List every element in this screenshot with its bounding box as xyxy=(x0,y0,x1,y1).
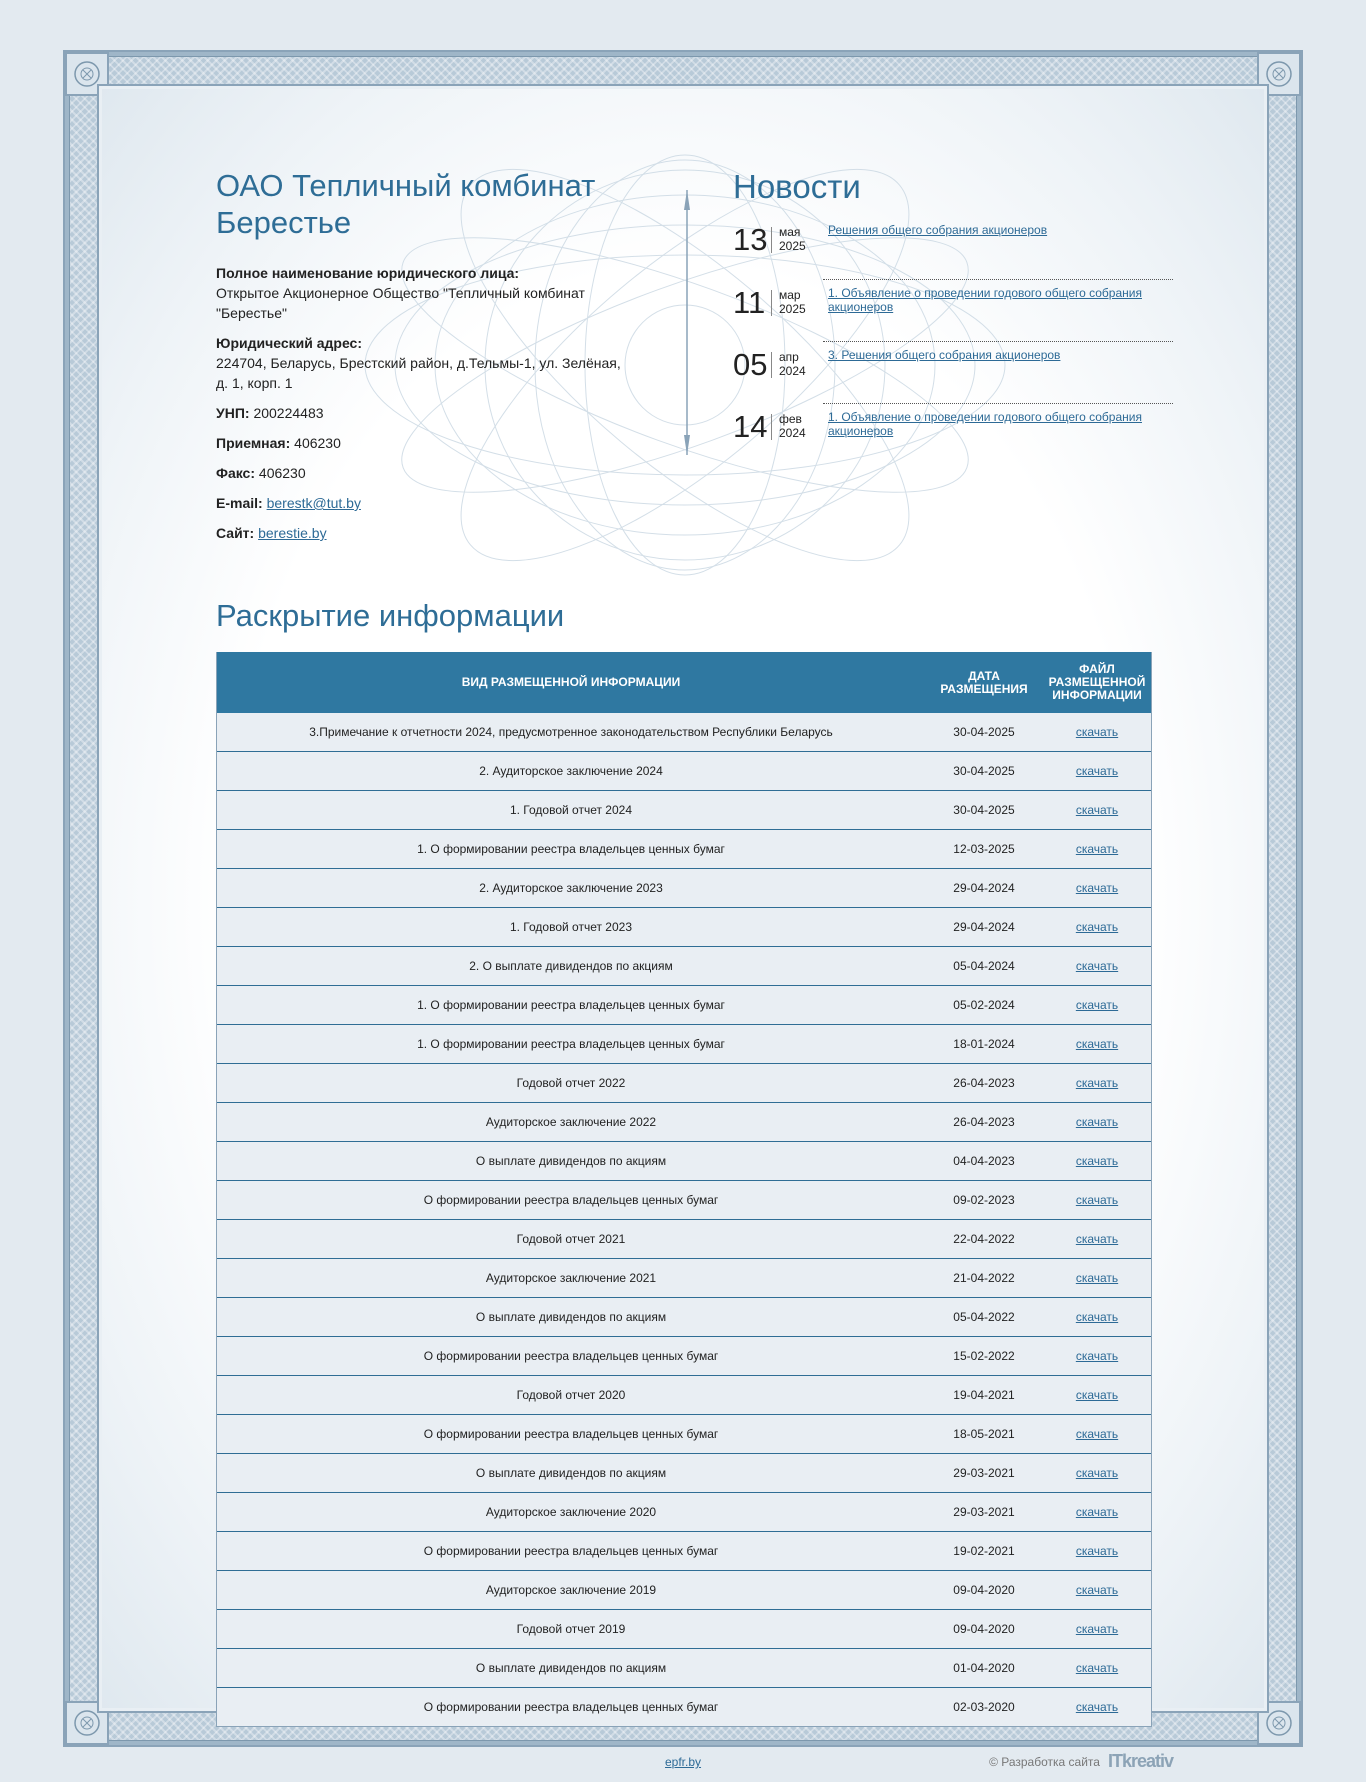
news-day: 05 xyxy=(733,352,772,378)
cell-file xyxy=(1043,1415,1151,1454)
cell-type: О формировании реестра владельцев ценных бумаг xyxy=(217,1532,925,1571)
fax-field xyxy=(216,463,626,483)
table-row xyxy=(217,713,1151,752)
cell-type: О выплате дивидендов по акциям xyxy=(217,1454,925,1493)
cell-file xyxy=(1043,1298,1151,1337)
cell-date: 19-02-2021 xyxy=(925,1532,1043,1571)
news-month: апр xyxy=(779,350,799,364)
developer-logo[interactable]: ITkreativ xyxy=(1107,1751,1173,1771)
table-row xyxy=(217,1337,1151,1376)
company-title: ОАО Тепличный комбинат Берестье xyxy=(216,168,596,240)
news-link[interactable]: 1. Объявление о проведении годового общего собрания акционеров xyxy=(828,286,1142,314)
download-link[interactable]: скачать xyxy=(1075,1388,1119,1402)
cell-file xyxy=(1043,752,1151,791)
table-row xyxy=(217,1376,1151,1415)
cell-date: 15-02-2022 xyxy=(925,1337,1043,1376)
download-link[interactable]: скачать xyxy=(1075,1271,1119,1285)
cell-type: 1. Годовой отчет 2024 xyxy=(217,791,925,830)
table-row xyxy=(217,1688,1151,1727)
fullname-field xyxy=(216,263,626,323)
cell-type: Годовой отчет 2022 xyxy=(217,1064,925,1103)
download-link[interactable]: скачать xyxy=(1075,1193,1119,1207)
cell-date: 29-03-2021 xyxy=(925,1454,1043,1493)
cell-date: 21-04-2022 xyxy=(925,1259,1043,1298)
unp-label: УНП: xyxy=(216,405,250,421)
credit-text: © Разработка сайта xyxy=(989,1754,1100,1769)
fax-value: 406230 xyxy=(258,465,306,481)
cell-date: 02-03-2020 xyxy=(925,1688,1043,1727)
cell-type: 3.Примечание к отчетности 2024, предусмотренное законодательством Республики Беларусь xyxy=(309,725,833,739)
news-day: 14 xyxy=(733,414,772,440)
cell-file xyxy=(1043,1610,1151,1649)
cell-type: О формировании реестра владельцев ценных бумаг xyxy=(217,1688,925,1727)
news-title: Новости xyxy=(733,168,861,205)
download-link[interactable]: скачать xyxy=(1075,725,1119,739)
cell-type: Годовой отчет 2021 xyxy=(217,1220,925,1259)
news-link[interactable]: 1. Объявление о проведении годового общего собрания акционеров xyxy=(828,410,1142,438)
cell-date: 12-03-2025 xyxy=(925,830,1043,869)
cell-type: О формировании реестра владельцев ценных бумаг xyxy=(217,1415,925,1454)
download-link[interactable]: скачать xyxy=(1075,764,1119,778)
download-link[interactable]: скачать xyxy=(1075,1700,1119,1714)
cell-file xyxy=(1043,908,1151,947)
cell-file xyxy=(1043,1649,1151,1688)
news-date xyxy=(733,404,828,465)
reception-field xyxy=(216,433,626,453)
disclosure-table xyxy=(217,652,1151,1726)
table-row xyxy=(217,986,1151,1025)
cell-date: 30-04-2025 xyxy=(925,791,1043,830)
cell-date: 29-04-2024 xyxy=(925,869,1043,908)
table-row xyxy=(217,1103,1151,1142)
news-month: фев xyxy=(779,412,802,426)
cell-file xyxy=(1043,1064,1151,1103)
download-link[interactable]: скачать xyxy=(1075,842,1119,856)
fullname-label: Полное наименование юридического лица: xyxy=(216,265,520,281)
cell-type: Аудиторское заключение 2019 xyxy=(217,1571,925,1610)
disclosure-table-wrap xyxy=(216,652,1152,1727)
cell-file xyxy=(1043,1220,1151,1259)
cell-type: О формировании реестра владельцев ценных бумаг xyxy=(217,1337,925,1376)
cell-file xyxy=(1043,1688,1151,1727)
news-link[interactable]: 3. Решения общего собрания акционеров xyxy=(828,348,1061,362)
table-row xyxy=(217,1610,1151,1649)
cell-date: 05-04-2024 xyxy=(925,947,1043,986)
news-year: 2025 xyxy=(779,302,806,316)
download-link[interactable]: скачать xyxy=(1075,1310,1119,1324)
divider-arrow-icon xyxy=(683,190,691,455)
cell-type: Аудиторское заключение 2020 xyxy=(217,1493,925,1532)
footer-credit xyxy=(989,1751,1173,1772)
email-link[interactable]: berestk@tut.by xyxy=(266,495,361,511)
site-field xyxy=(216,523,626,543)
reception-label: Приемная: xyxy=(216,435,291,451)
unp-field xyxy=(216,403,626,423)
email-label: E-mail: xyxy=(216,495,263,511)
table-row xyxy=(217,1025,1151,1064)
cell-type: О выплате дивидендов по акциям xyxy=(217,1142,925,1181)
table-row xyxy=(217,1532,1151,1571)
table-row xyxy=(217,1493,1151,1532)
cell-type: Годовой отчет 2020 xyxy=(217,1376,925,1415)
disclosure-title: Раскрытие информации xyxy=(216,598,565,633)
table-row xyxy=(217,1571,1151,1610)
download-link[interactable]: скачать xyxy=(1075,998,1119,1012)
cell-file xyxy=(1043,1493,1151,1532)
cell-type: О выплате дивидендов по акциям xyxy=(217,1298,925,1337)
cell-date: 09-04-2020 xyxy=(925,1610,1043,1649)
cell-file xyxy=(1043,1532,1151,1571)
cell-date: 26-04-2023 xyxy=(925,1103,1043,1142)
cell-type: 2. Аудиторское заключение 2023 xyxy=(217,869,925,908)
news-item xyxy=(733,279,1173,341)
address-label: Юридический адрес: xyxy=(216,335,362,351)
header-date: ДАТА РАЗМЕЩЕНИЯ xyxy=(925,652,1043,713)
cell-date: 01-04-2020 xyxy=(925,1649,1043,1688)
header-file: ФАЙЛ РАЗМЕЩЕННОЙ ИНФОРМАЦИИ xyxy=(1043,652,1151,713)
address-field xyxy=(216,333,626,393)
table-row xyxy=(217,1259,1151,1298)
download-link[interactable]: скачать xyxy=(1075,1427,1119,1441)
cell-date: 30-04-2025 xyxy=(925,752,1043,791)
table-row xyxy=(217,830,1151,869)
cell-file xyxy=(1043,1571,1151,1610)
address-value: 224704, Беларусь, Брестский район, д.Тельмы-1, ул. Зелёная, д. 1, корп. 1 xyxy=(216,355,621,391)
table-row xyxy=(217,1142,1151,1181)
cell-file xyxy=(1043,947,1151,986)
news-link[interactable]: Решения общего собрания акционеров xyxy=(828,223,1048,237)
table-body xyxy=(217,713,1151,1726)
news-date xyxy=(733,217,828,279)
fax-label: Факс: xyxy=(216,465,256,481)
download-link[interactable]: скачать xyxy=(1075,1466,1119,1480)
download-link[interactable]: скачать xyxy=(1075,1622,1119,1636)
cell-date: 26-04-2023 xyxy=(925,1064,1043,1103)
cell-date: 22-04-2022 xyxy=(925,1220,1043,1259)
table-row xyxy=(217,1220,1151,1259)
cell-date: 29-03-2021 xyxy=(925,1493,1043,1532)
table-row xyxy=(217,1298,1151,1337)
cell-date: 29-04-2024 xyxy=(925,908,1043,947)
footer-link[interactable]: epfr.by xyxy=(665,1755,702,1769)
cell-file xyxy=(1043,830,1151,869)
cell-file xyxy=(1043,1142,1151,1181)
table-row xyxy=(217,947,1151,986)
table-row xyxy=(217,1649,1151,1688)
cell-type: О формировании реестра владельцев ценных бумаг xyxy=(217,1181,925,1220)
download-link[interactable]: скачать xyxy=(1075,1583,1119,1597)
site-link[interactable]: berestie.by xyxy=(258,525,327,541)
news-item xyxy=(733,217,1173,279)
news-year: 2024 xyxy=(779,364,806,378)
table-row xyxy=(217,908,1151,947)
cell-date: 09-02-2023 xyxy=(925,1181,1043,1220)
download-link[interactable]: скачать xyxy=(1075,1037,1119,1051)
cell-date: 19-04-2021 xyxy=(925,1376,1043,1415)
email-field xyxy=(216,493,626,513)
download-link[interactable]: скачать xyxy=(1075,1115,1119,1129)
cell-file xyxy=(1043,869,1151,908)
download-link[interactable]: скачать xyxy=(1075,920,1119,934)
news-year: 2024 xyxy=(779,426,806,440)
download-link[interactable]: скачать xyxy=(1075,1349,1119,1363)
cell-date: 30-04-2025 xyxy=(953,725,1015,739)
cell-date: 04-04-2023 xyxy=(925,1142,1043,1181)
download-link[interactable]: скачать xyxy=(1075,1232,1119,1246)
download-link[interactable]: скачать xyxy=(1075,1544,1119,1558)
cell-date: 18-01-2024 xyxy=(925,1025,1043,1064)
news-section xyxy=(733,167,1173,465)
cell-date: 05-04-2022 xyxy=(925,1298,1043,1337)
cell-type: О выплате дивидендов по акциям xyxy=(217,1649,925,1688)
table-row xyxy=(217,1181,1151,1220)
cell-file xyxy=(1043,1025,1151,1064)
news-item xyxy=(733,341,1173,403)
cell-file xyxy=(1043,986,1151,1025)
table-row xyxy=(217,869,1151,908)
reception-value: 406230 xyxy=(294,435,341,451)
download-link[interactable]: скачать xyxy=(1075,1154,1119,1168)
table-row xyxy=(217,1454,1151,1493)
news-item xyxy=(733,403,1173,465)
download-link[interactable]: скачать xyxy=(1075,1076,1119,1090)
news-year: 2025 xyxy=(779,239,806,253)
cell-file xyxy=(1043,791,1151,830)
download-link[interactable]: скачать xyxy=(1075,1505,1119,1519)
table-row xyxy=(217,791,1151,830)
cell-date: 09-04-2020 xyxy=(925,1571,1043,1610)
news-date xyxy=(733,280,828,341)
cell-file xyxy=(1043,1181,1151,1220)
cell-file xyxy=(1043,1103,1151,1142)
news-month: мар xyxy=(779,288,801,302)
company-info xyxy=(216,167,626,553)
table-header-row xyxy=(217,652,1151,713)
cell-date: 05-02-2024 xyxy=(925,986,1043,1025)
site-label: Сайт: xyxy=(216,525,255,541)
news-month: мая xyxy=(779,225,801,239)
cell-type: 1. Годовой отчет 2023 xyxy=(217,908,925,947)
download-link[interactable]: скачать xyxy=(1075,803,1119,817)
cell-type: Аудиторское заключение 2022 xyxy=(217,1103,925,1142)
cell-type: 1. О формировании реестра владельцев ценных бумаг xyxy=(217,1025,925,1064)
table-row xyxy=(217,1415,1151,1454)
cell-type: Годовой отчет 2019 xyxy=(217,1610,925,1649)
cell-type: 1. О формировании реестра владельцев ценных бумаг xyxy=(217,830,925,869)
cell-file xyxy=(1043,1376,1151,1415)
download-link[interactable]: скачать xyxy=(1075,959,1119,973)
news-day: 11 xyxy=(733,290,772,316)
table-row xyxy=(217,1064,1151,1103)
unp-value: 200224483 xyxy=(253,405,324,421)
cell-file xyxy=(1043,1259,1151,1298)
download-link[interactable]: скачать xyxy=(1075,1661,1119,1675)
fullname-value: Открытое Акционерное Общество "Тепличный комбинат "Берестье" xyxy=(216,285,585,321)
cell-type: 1. О формировании реестра владельцев ценных бумаг xyxy=(217,986,925,1025)
news-date xyxy=(733,342,828,403)
cell-date: 18-05-2021 xyxy=(925,1415,1043,1454)
header-type: ВИД РАЗМЕЩЕННОЙ ИНФОРМАЦИИ xyxy=(217,652,925,713)
cell-file xyxy=(1043,713,1151,752)
cell-type: 2. Аудиторское заключение 2024 xyxy=(217,752,925,791)
news-day: 13 xyxy=(733,227,772,253)
cell-type: 2. О выплате дивидендов по акциям xyxy=(217,947,925,986)
table-row xyxy=(217,752,1151,791)
cell-type: Аудиторское заключение 2021 xyxy=(217,1259,925,1298)
download-link[interactable]: скачать xyxy=(1075,881,1119,895)
cell-file xyxy=(1043,1337,1151,1376)
cell-file xyxy=(1043,1454,1151,1493)
